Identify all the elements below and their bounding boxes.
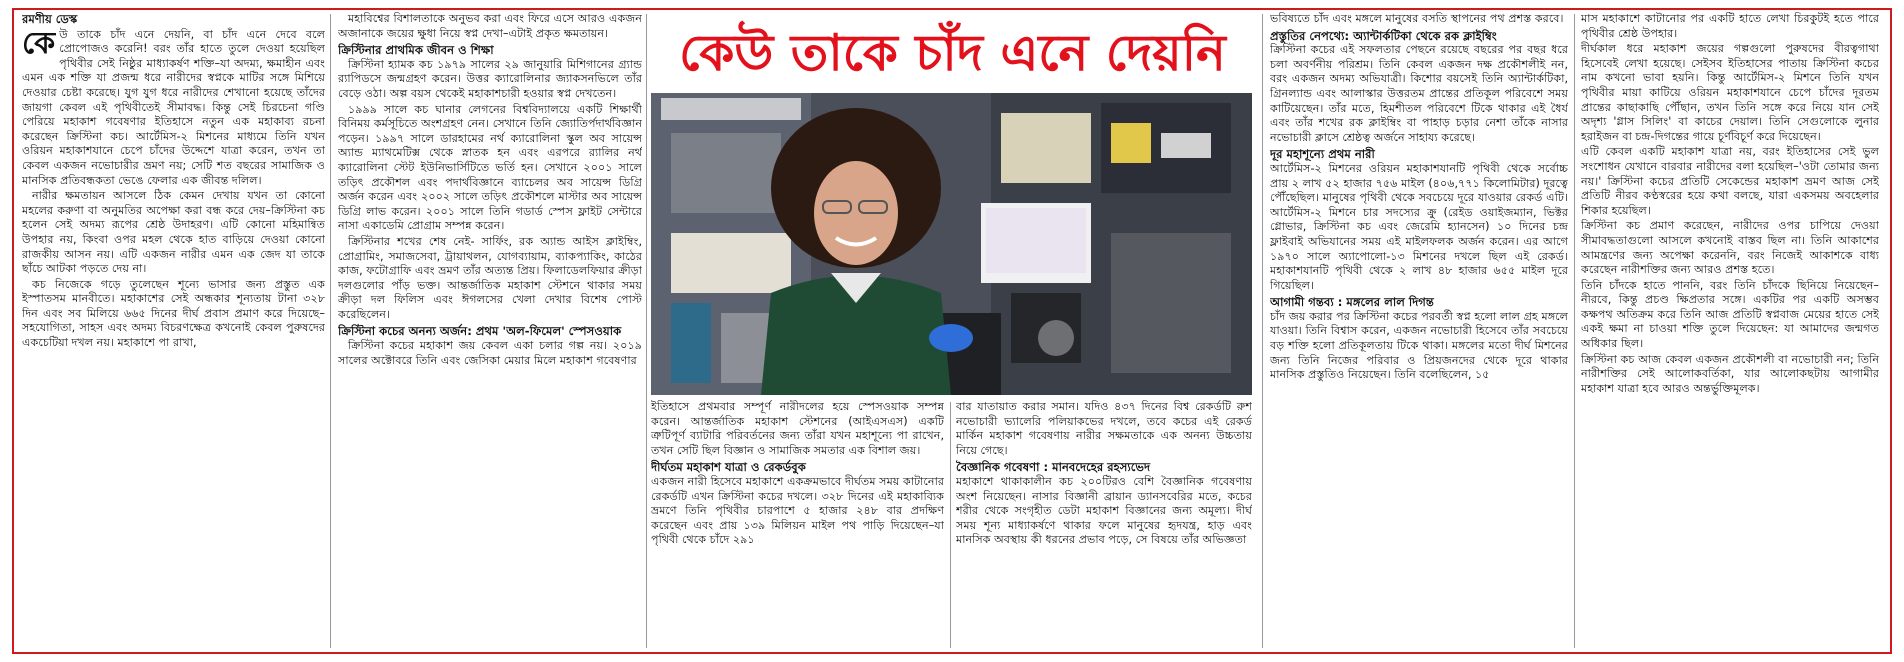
column-divider (950, 402, 951, 648)
paragraph: ভবিষ্যতে চাঁদ এবং মঙ্গলে মানুষের বসতি স্থাপনের পথ প্রশস্ত করবে। (1270, 12, 1564, 25)
paragraph: ১৯৯৯ সালে কচ ঘানার লেগনের বিশ্ববিদ্যালয়ে একটি শিক্ষার্থী বিনিময় কর্মসূচিতে অংশগ্রহণ নেন। সেখানে তিনি জ্যোতির্পদার্থবিজ্ঞান পড়েন। ১৯৯৭ সালে ডারহামের নর্থ ক্যারোলিনা স্কুল অব সায়েন্স অ্যান্ড ম্যাথমেটিক্স থেকে স্নাতক হন এবং এরপরে র‍্যালির নর্থ ক্যারোলিনা স্টেট ইউনিভার্সিটিতে ভর্তি হন। সেখানে ২০০১ সালে তড়িৎ প্রকৌশল এবং পদার্থবিজ্ঞানে ব্যাচেলর অব সায়েন্স ডিগ্রি অর্জন করেন এবং ২০০২ সালে তড়িৎ প্রকৌশলে মাস্টার অব সায়েন্স ডিগ্রি লাভ করেন। ২০০১ সালে তিনি গডার্ড স্পেস ফ্লাইট সেন্টারে নাসা একাডেমি প্রোগ্রাম সম্পন্ন করেন। (338, 102, 642, 233)
subheading: বৈজ্ঞানিক গবেষণা : মানবদেহের রহস্যভেদ (956, 460, 1151, 475)
paragraph: মহাবিশ্বের বিশালতাকে অনুভব করা এবং ফিরে এসে আরও একজন অজানাকে জয়ের ক্ষুধা নিয়ে স্বপ্ন দেখা–এটাই প্রকৃত ক্ষমতায়ন। (338, 12, 642, 40)
paragraph: ক্রিস্টিনা কচের মহাকাশ জয় কেবল একা চলার গল্প নয়। ২০১৯ সালের অক্টোবরে তিনি এবং জেসিকা মেয়ার মিলে মহাকাশ গবেষণার (338, 339, 642, 367)
paragraph: মহাকাশে থাকাকালীন কচ ২০০টিরও বেশি বৈজ্ঞানিক গবেষণায় অংশ নিয়েছেন। নাসার বিজ্ঞানী ব্রায়ান ড্যানসবেরির মতে, কচের শরীর থেকে সংগৃহীত ডেটা মহাকাশ বিজ্ঞানের জন্য অমূল্য। দীর্ঘ সময় শূন্য মাধ্যাকর্ষণে থাকার ফলে মানুষের হৃদযন্ত্র, হাড় এবং মানসিক অবস্থায় কী ধরনের প্রভাব পড়ে, সে বিষয়ে তাঁর অভিজ্ঞতা (956, 474, 1252, 547)
subheading: দূর মহাশূন্যে প্রথম নারী (1270, 147, 1375, 162)
paragraph: ক্রিস্টিনা কচ প্রমাণ করেছেন, নারীদের ওপর চাপিয়ে দেওয়া সীমাবদ্ধতাগুলো আসলে কখনোই বাস্তব ছিল না। তিনি আকাশের আমন্ত্রণের জন্য অপেক্ষা করেননি, বরং নিজেই আকাশকে বাধ্য করেছেন নারীশক্তির জন্য আরও প্রশস্ত হতে। (1581, 219, 1879, 277)
paragraph: নারীর ক্ষমতায়ন আসলে ঠিক কেমন দেখায় যখন তা কোনো মহলের করুণা বা অনুমতির অপেক্ষা করা বন্ধ করে দেয়–ক্রিস্টিনা কচ হলেন সেই অদম্য রূপের শ্রেষ্ঠ উদাহরণ। এটি কোনো মহিমান্বিত উপহার নয়, কিংবা ওপর মহল থেকে হাত বাড়িয়ে দেওয়া কোনো রাজকীয় আসন নয়। এটি একজন নারীর এমন এক জেদ যা তাকে ছাঁচে আটকা পড়তে দেয় না। (22, 189, 325, 276)
section-label: রমণীয় ডেস্ক (22, 12, 78, 26)
subheading: প্রস্তুতির নেপথ্যে: অ্যান্টার্কটিকা থেকে রক ক্লাইম্বিং (1270, 28, 1497, 43)
column-6 (1581, 12, 1879, 642)
paragraph: মাস মহাকাশে কাটানোর পর একটি হাতে লেখা চিরকুটই হতে পারে পৃথিবীর শ্রেষ্ঠ উপহার। (1581, 12, 1879, 40)
column-5 (1270, 12, 1568, 642)
paragraph: ইতিহাসে প্রথমবার সম্পূর্ণ নারীদলের হয়ে স্পেসওয়াক সম্পন্ন করেন। আন্তর্জাতিক মহাকাশ স্টেশনের (আইএসএস) একটি ত্রুটিপূর্ণ ব্যাটারি পরিবর্তনের জন্য তাঁরা যখন মহাশূন্যে পা রাখেন, তখন সেটি ছিল বিজ্ঞান ও সামাজিক সমতার এক বিশাল জয়। (651, 400, 944, 457)
paragraph: কেউ তাকে চাঁদ এনে দেয়নি, বা চাঁদ এনে দেবে বলে প্রোপোজও করেনি! বরং তাঁর হাতে তুলে দেওয়া হয়েছিল পৃথিবীর সেই নিষ্ঠুর মাধ্যাকর্ষণ শক্তি–যা অদম্য, ক্ষমাহীন এবং এমন এক শক্তি যা প্রজন্ম ধরে নারীদের স্বপ্নকে মাটির সঙ্গে মিশিয়ে দেওয়ার চেষ্টা করেছে। যুগ যুগ ধরে নারীদের শেখানো হয়েছে তাঁদের জায়গা কেবল এই পৃথিবীতেই সীমাবদ্ধ। কিন্তু সেই চিরচেনা গণ্ডি পেরিয়ে মহাকাশ গবেষণার ইতিহাসে নতুন এক মহাকাব্য রচনা করেছেন ক্রিস্টিনা কচ। আর্টেমিস-২ মিশনের মাধ্যমে তিনি যখন ওরিয়ন মহাকাশযানে চেপে চাঁদের উদ্দেশে যাত্রা করেন, তখন তা কেবল একজন নভোচারীর ভ্রমণ নয়; সেটি শত বছরের সামাজিক ও মানসিক প্রতিবন্ধকতা ভেঙে ফেলার এক জীবন্ত দলিল। (22, 25, 325, 187)
column-1 (22, 12, 325, 642)
paragraph: ক্রিস্টিনা কচ আজ কেবল একজন প্রকৌশলী বা নভোচারী নন; তিনি নারীশক্তির সেই আলোকবর্তিকা, যার আলোকছটায় আগামীর মহাকাশ যাত্রা হবে আরও অন্তর্ভুক্তিমূলক। (1581, 352, 1879, 395)
below-photo-right (956, 400, 1252, 646)
paragraph: এটি কেবল একটি মহাকাশ যাত্রা নয়, বরং ইতিহাসের সেই ভুল সংশোধন যেখানে বারবার নারীদের বলা হয়েছিল–'ওটা তোমার জন্য নয়।' ক্রিস্টিনা কচের প্রতিটি সেকেন্ডের মহাকাশ ভ্রমণ আজ সেই প্রতিটি নীরব কণ্ঠস্বরের হয়ে কথা বলছে, যারা একসময় অবহেলার শিকার হয়েছিল। (1581, 145, 1879, 217)
paragraph: কচ নিজেকে গড়ে তুলেছেন শূন্যে ভাসার জন্য প্রস্তুত এক ইস্পাতসম মানবীতে। মহাকাশের সেই অন্ধকার শূন্যতায় টানা ৩২৮ দিন এবং সব মিলিয়ে ৬৬৫ দিনের দীর্ঘ প্রবাস প্রমাণ করে দিয়েছে–সহযোগিতা, সাহস এবং অদম্য বিচরণক্ষেত্র কখনোই কেবল পুরুষদের একচেটিয়া দখল নয়। মহাকাশে পা রাখা, (22, 277, 325, 350)
drop-cap: কে (22, 25, 56, 61)
subheading: দীর্ঘতম মহাকাশ যাত্রা ও রেকর্ডবুক (651, 460, 806, 475)
paragraph: চাঁদ জয় করার পর ক্রিস্টিনা কচের পরবর্তী স্বপ্ন হলো লাল গ্রহ মঙ্গলে যাওয়া। তিনি বিশ্বাস করেন, একজন নভোচারী হিসেবে তাঁর সবচেয়ে বড় শক্তি হলো প্রতিকূলতায় টিকে থাকা। মঙ্গলের মতো দীর্ঘ মিশনের জন্য তিনি নিজের পরিবার ও প্রিয়জনদের থেকে দূরে থাকার মানসিক প্রস্তুতিও নিয়েছেন। তিনি বলেছিলেন, ১৫ (1270, 309, 1568, 382)
column-2 (338, 12, 642, 642)
subheading: ক্রিস্টিনার প্রাথমিক জীবন ও শিক্ষা (338, 43, 494, 58)
paragraph: আর্টেমিস-২ মিশনের ওরিয়ন মহাকাশযানটি পৃথিবী থেকে সর্বোচ্চ প্রায় ২ লাখ ৫২ হাজার ৭৫৬ মাইল (৪০৬,৭৭১ কিলোমিটার) দূরত্বে পৌঁছেছিল। মানুষের পৃথিবী থেকে সবচেয়ে দূরে যাওয়ার রেকর্ড এটি। আর্টেমিস-২ মিশনে চার সদস্যের ক্রু (রেইড ওয়াইজম্যান, ভিক্টর গ্লোভার, ক্রিস্টিনা কচ এবং জেরেমি হ্যানসেন) ১০ দিনের চন্দ্র ফ্লাইবাই অভিযানের সময় এই মাইলফলক অর্জন করেন। এর আগে ১৯৭০ সালে অ্যাপোলো-১৩ মিশনের দখলে ছিল এই রেকর্ড। মহাকাশযানটি পৃথিবী থেকে ২ লাখ ৪৮ হাজার ৬৫৫ মাইল দূরে গিয়েছিল। (1270, 161, 1568, 292)
paragraph: একজন নারী হিসেবে মহাকাশে একক্রমভাবে দীর্ঘতম সময় কাটানোর রেকর্ডটি এখন ক্রিস্টিনা কচের দখলে। ৩২৮ দিনের এই মহাকাব্যিক ভ্রমণে তিনি পৃথিবীর চারপাশে ৫ হাজার ২৪৮ বার প্রদক্ষিণ করেছেন এবং প্রায় ১৩৯ মিলিয়ন মাইল পথ পাড়ি দিয়েছেন–যা পৃথিবী থেকে চাঁদে ২৯১ (651, 474, 944, 547)
headline: কেউ তাকে চাঁদ এনে দেয়নি (679, 23, 1226, 82)
astronaut-photo (651, 93, 1252, 395)
column-divider (1262, 14, 1263, 648)
paragraph: ক্রিস্টিনার শখের শেষ নেই- সার্ফিং, রক অ্যান্ড আইস ক্লাইম্বিং, প্রোগ্রামিং, সমাজসেবা, ট্রায়াথলন, যোগব্যায়াম, ব্যাকপ্যাকিং, কাঠের কাজ, ফটোগ্রাফি এবং ভ্রমণ তাঁর অত্যন্ত প্রিয়। ফিলাডেলফিয়ার ক্রীড়া দলগুলোর পাঁড় ভক্ত। আন্তর্জাতিক মহাকাশ স্টেশনে থাকার সময় ক্রীড়া দল ফিলিস এবং ঈগলসের খেলা দেখার বিশেষ পোস্ট করেছিলেন। (338, 234, 642, 321)
column-divider (646, 14, 647, 648)
subheading: ক্রিস্টিনা কচের অনন্য অর্জন: প্রথম 'অল-ফিমেল' স্পেসওয়াক (338, 324, 622, 339)
paragraph: তিনি চাঁদকে হাতে পাননি, বরং তিনি চাঁদকে ছিনিয়ে নিয়েছেন–নীরবে, কিন্তু প্রচণ্ড ক্ষিপ্রতার সঙ্গে। একটির পর একটি অসম্ভব কক্ষপথ অতিক্রম করে তিনি আজ প্রতিটি স্বপ্নবাজ মেয়ের হাতে সেই একই ক্ষমা না চাওয়া শক্তি তুলে দিয়েছেন: যা আমাদের জন্মগত অধিকার ছিল। (1581, 278, 1879, 351)
column-divider (330, 14, 331, 648)
below-photo-left (651, 400, 944, 646)
paragraph: ক্রিস্টিনা কচের এই সফলতার পেছনে রয়েছে বছরের পর বছর ধরে চলা অবর্ণনীয় পরিশ্রম। তিনি কেবল একজন দক্ষ প্রকৌশলীই নন, বরং একজন অদম্য অভিযাত্রী। কিশোর বয়সেই তিনি অ্যান্টার্কটিকা, গ্রিনল্যান্ড এবং আলাস্কার উত্তরতম প্রান্তের প্রতিকূল পরিবেশে সময় কাটিয়েছেন। তাঁর মতে, হিমশীতল পরিবেশে টিকে থাকার এই ধৈর্য এবং তাঁর শখের রক ক্লাইম্বিং বা পাহাড় চড়ার নেশা তাঁকে নাসার নভোচারী ক্লাসে শ্রেষ্ঠত্ব অর্জনে সাহায্য করেছে। (1270, 43, 1568, 144)
subheading: আগামী গন্তব্য : মঙ্গলের লাল দিগন্ত (1270, 295, 1434, 310)
paragraph: ক্রিস্টিনা হ্যামক কচ ১৯৭৯ সালের ২৯ জানুয়ারি মিশিগানের গ্র্যান্ড র‍্যাপিডসে জন্মগ্রহণ করেন। উত্তর ক্যারোলিনার জ্যাকসনভিলে তাঁর বেড়ে ওঠা। অল্প বয়স থেকেই মহাকাশচারী হওয়ার স্বপ্ন দেখতেন। (338, 57, 642, 100)
column-divider (1574, 14, 1575, 648)
paragraph: দীর্ঘকাল ধরে মহাকাশ জয়ের গল্পগুলো পুরুষদের বীরত্বগাথা হিসেবেই লেখা হয়েছে। সেইসব ইতিহাসের পাতায় ক্রিস্টিনা কচের নাম কখনো ভাবা হয়নি। কিন্তু আর্টেমিস-২ মিশনে তিনি যখন পৃথিবীর মায়া কাটিয়ে ওরিয়ন মহাকাশযানে চেপে চাঁদের দূরতম প্রান্তের কাছাকাছি পৌঁছান, তখন তিনি সঙ্গে করে নিয়ে যান সেই অদৃশ্য 'গ্লাস সিলিং' বা কাচের দেয়াল। তিনি সেগুলোকে লুনার হরাইজন বা চন্দ্র-দিগন্তের গায়ে চূর্ণবিচূর্ণ করে দিয়েছেন। (1581, 42, 1879, 143)
paragraph: বার যাতায়াত করার সমান। যদিও ৪৩৭ দিনের বিশ্ব রেকর্ডটি রুশ নভোচারী ভ্যালেরি পলিয়াকভের দখলে, তবে কচের এই রেকর্ড মার্কিন মহাকাশ গবেষণায় নারীর সক্ষমতাকে এক অনন্য উচ্চতায় নিয়ে গেছে। (956, 400, 1252, 457)
